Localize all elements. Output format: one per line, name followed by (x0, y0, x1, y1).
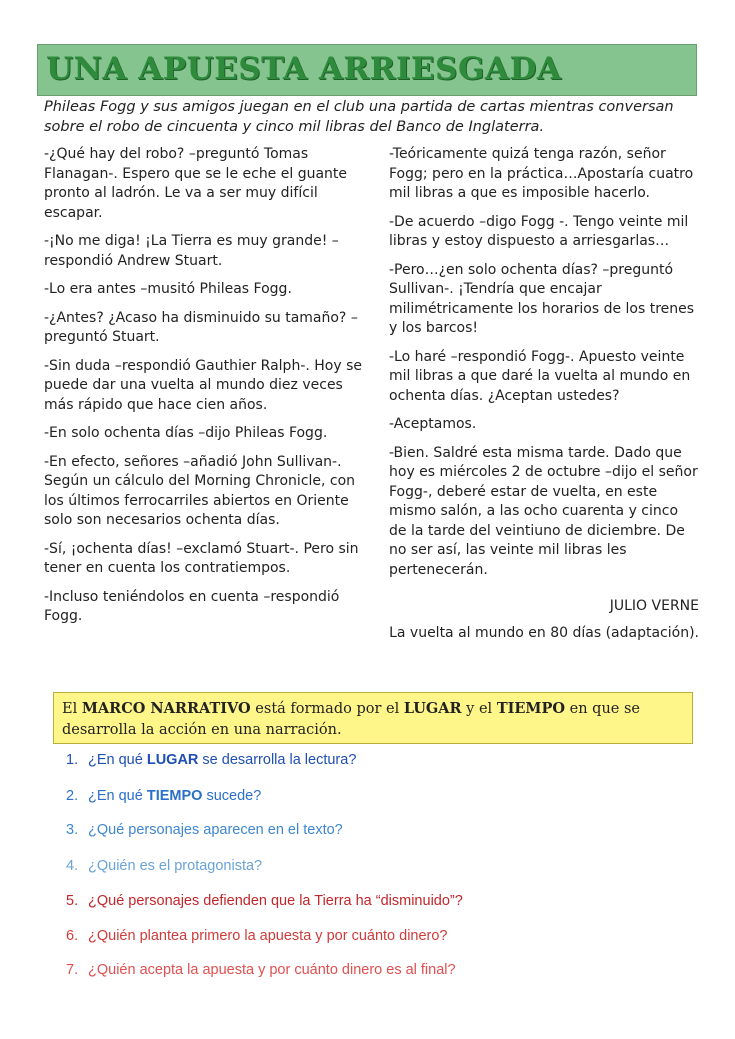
keyword-marco-narrativo: MARCO NARRATIVO (81, 700, 251, 717)
question-text: ¿Qué personajes defienden que la Tierra ha “disminuido”? (88, 893, 463, 909)
author-name: JULIO VERNE (609, 598, 699, 614)
question-number: 3. (66, 822, 79, 838)
dialogue-paragraph: -Sin duda –respondió Gauthier Ralph-. Hoy se puede dar una vuelta al mundo diez veces más rápido que hace cien años. (44, 357, 363, 413)
question-item-6 (66, 928, 448, 948)
question-text: ¿Quién acepta la apuesta y por cuánto dinero es al final? (88, 962, 456, 978)
question-item-5 (66, 893, 463, 913)
definition-text: está formado por el (250, 701, 404, 717)
question-text: ¿En qué (88, 788, 147, 804)
question-text: ¿Quién es el protagonista? (88, 858, 263, 874)
page-title: UNA APUESTA ARRIESGADA (46, 51, 562, 87)
question-keyword: TIEMPO (146, 788, 203, 804)
dialogue-paragraph: -De acuerdo –digo Fogg -. Tengo veinte mil libras y estoy dispuesto a arriesgarlas… (389, 213, 689, 249)
dialogue-paragraph: -En solo ochenta días –dijo Phileas Fogg. (44, 425, 328, 441)
question-item-3 (66, 822, 343, 842)
question-number: 2. (66, 788, 79, 804)
question-item-4 (66, 858, 262, 878)
question-item-1 (66, 752, 356, 772)
dialogue-paragraph: -¿Qué hay del robo? –preguntó Tomas Flanagan-. Espero que se le eche el guante pronto al ladrón. Le va a ser muy difícil escapar. (44, 146, 348, 221)
question-item-7 (66, 962, 456, 982)
definition-text: y el (461, 701, 497, 717)
left-column (44, 145, 362, 636)
dialogue-paragraph: -En efecto, señores –añadió John Sullivan-. Según un cálculo del Morning Chronicle, con los últimos ferrocarriles abiertos en Oriente solo son necesarios ochenta días. (44, 453, 356, 528)
book-title: La vuelta al mundo en 80 días (adaptación). (389, 625, 699, 641)
question-keyword: LUGAR (146, 752, 199, 768)
dialogue-paragraph: -Bien. Saldré esta misma tarde. Dado que hoy es miércoles 2 de octubre –dijo el señor Fogg-, deberé estar de vuelta, en este mismo salón, a las ocho cuarenta y cinco de la tarde del veintiuno de diciembre. De no ser así, las veinte mil libras les pertenecerán. (389, 444, 698, 578)
question-number: 6. (66, 928, 79, 944)
dialogue-paragraph: -¡No me diga! ¡La Tierra es muy grande! –respondió Andrew Stuart. (44, 233, 339, 269)
definition-text: El (62, 701, 82, 717)
dialogue-paragraph: -Lo haré –respondió Fogg-. Apuesto veinte mil libras a que daré la vuelta al mundo en ochenta días. ¿Aceptan ustedes? (389, 348, 691, 404)
question-text: ¿Qué personajes aparecen en el texto? (88, 822, 343, 838)
definition-text: en que se desarrolla la acción en una narración. (62, 701, 641, 738)
question-number: 7. (66, 962, 79, 978)
question-text: sucede? (202, 788, 262, 804)
question-text: ¿En qué (88, 752, 147, 768)
dialogue-paragraph: -Incluso teniéndolos en cuenta –respondió Fogg. (44, 588, 340, 624)
definition-box (53, 692, 693, 744)
keyword-tiempo: TIEMPO (496, 700, 566, 717)
question-text: se desarrolla la lectura? (198, 752, 357, 768)
intro-text: Phileas Fogg y sus amigos juegan en el club una partida de cartas mientras conversan sobre el robo de cincuenta y cinco mil libras del Banco de Inglaterra. (44, 99, 674, 135)
dialogue-paragraph: -Teóricamente quizá tenga razón, señor Fogg; pero en la práctica…Apostaría cuatro mil libras a que es imposible hacerlo. (389, 146, 694, 201)
question-number: 5. (66, 893, 79, 909)
keyword-lugar: LUGAR (403, 700, 462, 717)
question-number: 4. (66, 858, 79, 874)
dialogue-paragraph: -¿Antes? ¿Acaso ha disminuido su tamaño? –preguntó Stuart. (44, 309, 358, 345)
dialogue-paragraph: -Sí, ¡ochenta días! –exclamó Stuart-. Pero sin tener en cuenta los contratiempos. (44, 540, 359, 576)
dialogue-paragraph: -Aceptamos. (389, 416, 477, 432)
dialogue-paragraph: -Pero…¿en solo ochenta días? –preguntó Sullivan-. ¡Tendría que encajar milimétricamente los horarios de los trenes y los barcos! (389, 261, 695, 336)
question-item-2 (66, 788, 261, 808)
dialogue-paragraph: -Lo era antes –musitó Phileas Fogg. (44, 281, 292, 297)
title-box (37, 44, 697, 96)
question-text: ¿Quién plantea primero la apuesta y por cuánto dinero? (88, 928, 448, 944)
right-column (389, 145, 699, 644)
question-number: 1. (66, 752, 79, 768)
